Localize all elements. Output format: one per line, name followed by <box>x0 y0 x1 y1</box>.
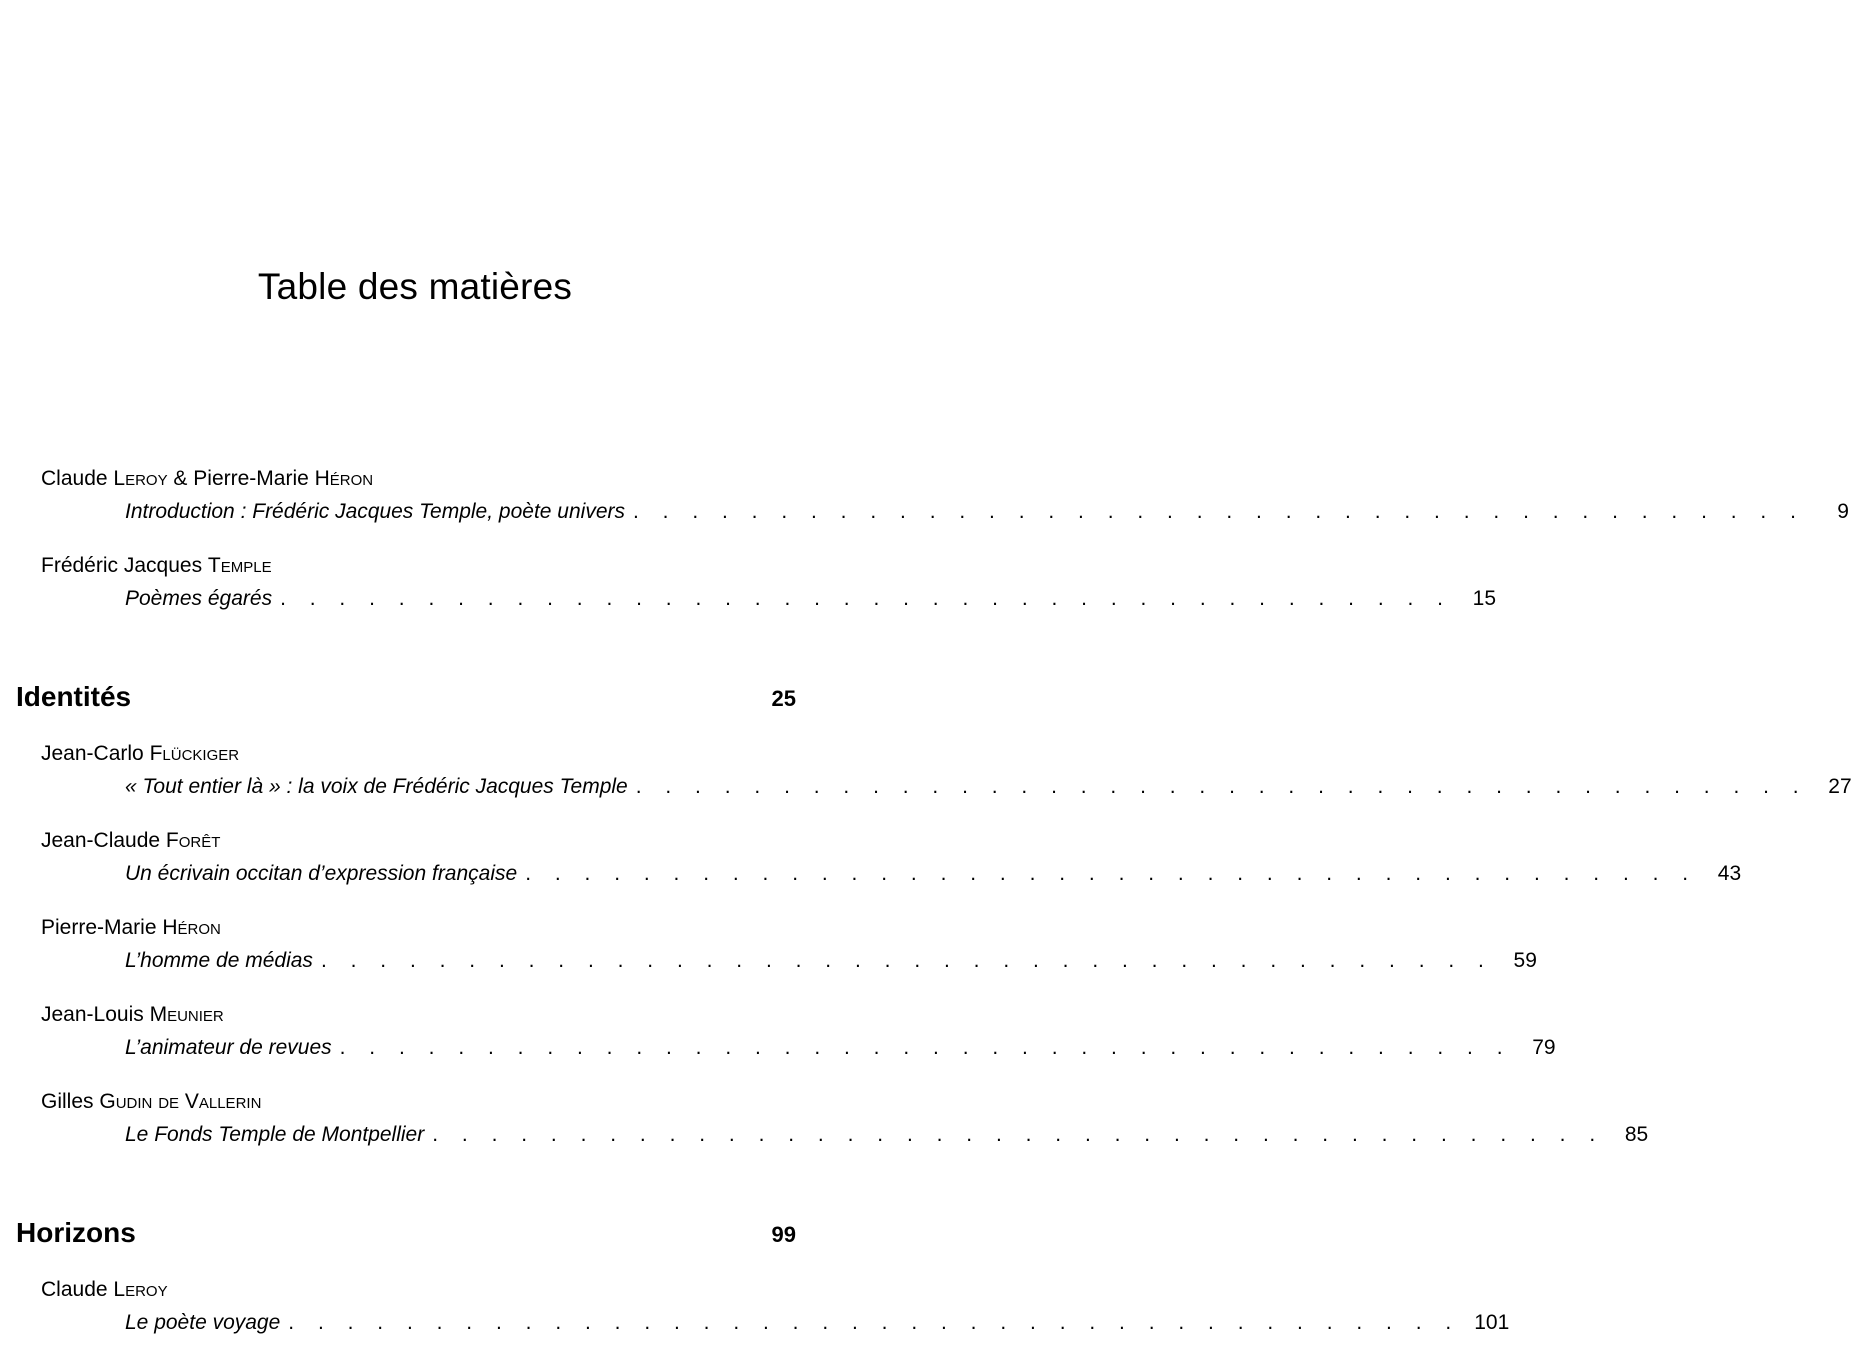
section-heading[interactable] <box>16 1217 796 1251</box>
entry-title: Le poète voyage <box>125 1311 281 1334</box>
author-separator: & <box>167 467 194 490</box>
entry-title: « Tout entier là » : la voix de Frédéric Jacques Temple <box>125 775 628 798</box>
author-first-name: Pierre-Marie <box>41 916 163 939</box>
author-last-name: Meunier <box>149 1003 224 1026</box>
author-first-name: Claude <box>41 1278 114 1301</box>
author-last-name: Héron <box>314 467 374 490</box>
author-first-name: Jean-Claude <box>41 829 166 852</box>
author-first-name: Frédéric Jacques <box>41 554 208 577</box>
section-label: Horizons <box>16 1217 136 1248</box>
toc-entry[interactable] <box>125 860 1742 888</box>
dot-leader: . . . . . . . . . . . . . . . . . . . . . . . . . . . . . . . . . . . . . . . . <box>432 1123 1605 1146</box>
author-last-name: Gudin de Vallerin <box>99 1090 262 1113</box>
dot-leader: . . . . . . . . . . . . . . . . . . . . . . . . . . . . . . . . . . . . . . . . <box>633 500 1805 523</box>
entry-title: Poèmes égarés <box>125 587 273 610</box>
toc-entry[interactable] <box>125 947 1537 975</box>
toc-author <box>41 466 373 492</box>
toc-author <box>41 1002 224 1028</box>
dot-leader: . . . . . . . . . . . . . . . . . . . . . . . . . . . . . . . . . . . . . . . . <box>635 775 1808 798</box>
author-last-name: Héron <box>162 916 221 939</box>
toc-entry[interactable] <box>125 773 1852 801</box>
dot-leader: . . . . . . . . . . . . . . . . . . . . . . . . . . . . . . . . . . . . . . . . <box>339 1036 1512 1059</box>
author-last-name: Forêt <box>165 829 221 852</box>
page-number: 85 <box>1624 1123 1649 1146</box>
page-number: 43 <box>1717 862 1742 885</box>
author-first-name: Jean-Louis <box>41 1003 150 1026</box>
toc-author <box>41 741 239 767</box>
page-number: 59 <box>1513 949 1537 972</box>
toc-entry[interactable] <box>125 1034 1556 1062</box>
section-page-number: 25 <box>771 686 796 711</box>
toc-author <box>41 915 221 941</box>
entry-title: Introduction : Frédéric Jacques Temple, poète univers <box>125 500 625 523</box>
toc-author <box>41 553 272 579</box>
page-number: 79 <box>1532 1036 1556 1059</box>
section-page-number: 99 <box>771 1222 796 1247</box>
author-last-name: Leroy <box>113 467 168 490</box>
toc-entry[interactable] <box>125 498 1849 526</box>
toc-author <box>41 1089 261 1115</box>
page-title: Table des matières <box>257 266 573 307</box>
dot-leader: . . . . . . . . . . . . . . . . . . . . . . . . . . . . . . . . . . . . . . . . <box>320 949 1493 972</box>
toc-entry[interactable] <box>125 1309 1510 1337</box>
dot-leader: . . . . . . . . . . . . . . . . . . . . . . . . . . . . . . . . . . . . . . . . <box>525 862 1698 885</box>
dot-leader: . . . . . . . . . . . . . . . . . . . . . . . . . . . . . . . . . . . . . . . . <box>280 587 1453 610</box>
author-first-name: Pierre-Marie <box>193 467 315 490</box>
page-number: 101 <box>1474 1311 1510 1334</box>
entry-title: Le Fonds Temple de Montpellier <box>125 1123 425 1146</box>
author-first-name: Jean-Carlo <box>41 742 150 765</box>
entry-title: L’animateur de revues <box>125 1036 332 1059</box>
entry-title: L’homme de médias <box>125 949 313 972</box>
author-first-name: Gilles <box>41 1090 100 1113</box>
author-last-name: Flückiger <box>149 742 240 765</box>
entry-title: Un écrivain occitan d’expression française <box>125 862 518 885</box>
author-last-name: Temple <box>207 554 272 577</box>
author-first-name: Claude <box>41 467 114 490</box>
toc-entry[interactable] <box>125 585 1497 613</box>
toc-author <box>41 1277 168 1303</box>
page-number: 15 <box>1472 587 1497 610</box>
toc-entry[interactable] <box>125 1121 1649 1149</box>
section-heading[interactable] <box>16 681 796 715</box>
page-number: 9 <box>1837 500 1849 523</box>
dot-leader: . . . . . . . . . . . . . . . . . . . . . . . . . . . . . . . . . . . . . . . . <box>288 1311 1461 1334</box>
page-number: 27 <box>1828 775 1852 798</box>
author-last-name: Leroy <box>113 1278 168 1301</box>
section-label: Identités <box>16 681 132 712</box>
toc-author <box>41 828 220 854</box>
